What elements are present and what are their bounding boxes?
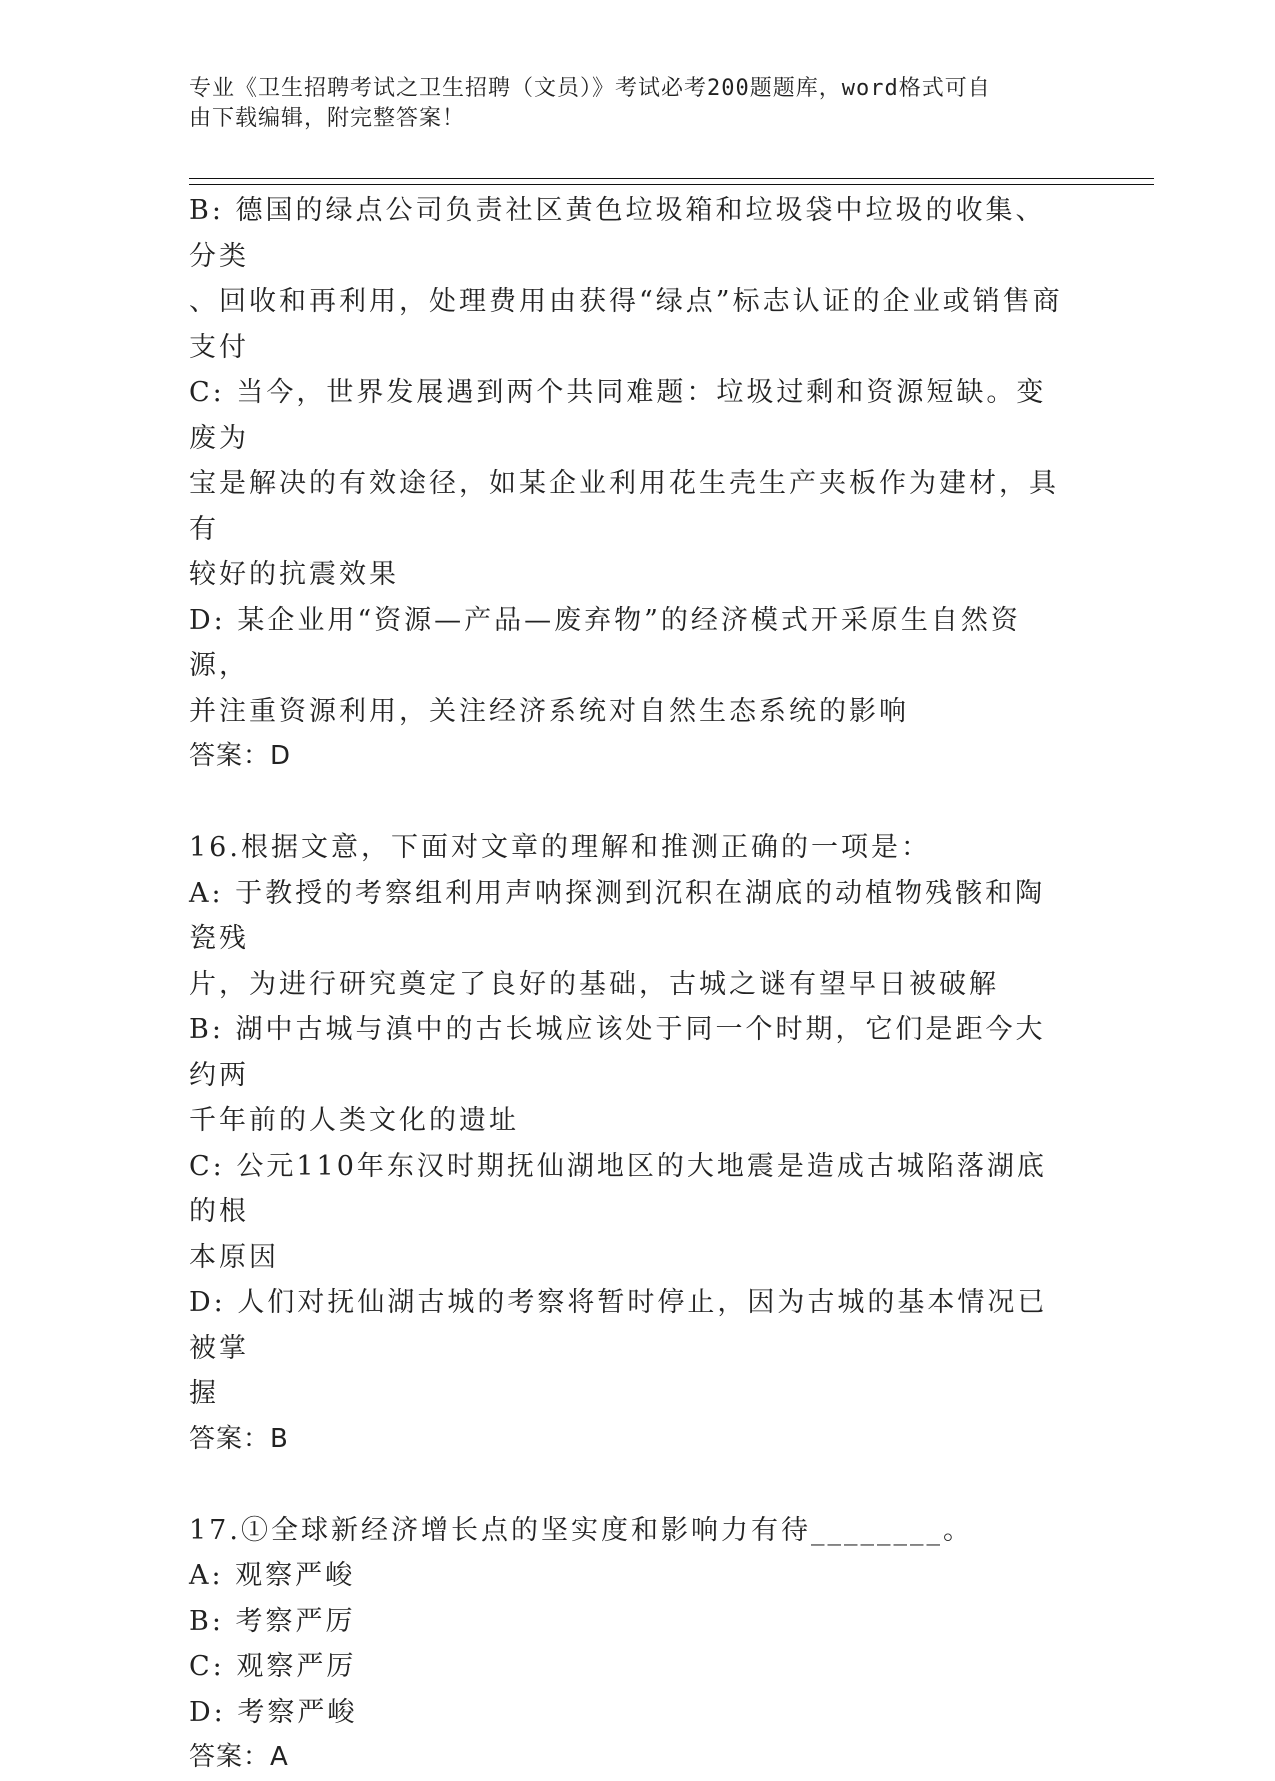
- header-line-2: 由下载编辑，附完整答案！: [189, 106, 466, 131]
- question-stem: 17.①全球新经济增长点的坚实度和影响力有待________。: [189, 1514, 973, 1546]
- option-line: 本原因: [189, 1241, 279, 1273]
- option-line: 、回收和再利用，处理费用由获得“绿点”标志认证的企业或销售商: [189, 286, 1063, 317]
- option-line: 较好的抗震效果: [189, 559, 399, 590]
- option-line: D: 某企业用“资源—产品—废弃物”的经济模式开采原生自然资源，: [189, 604, 1021, 681]
- header-line-1: 专业《卫生招聘考试之卫生招聘（文员）》考试必考200题题库，word格式可自: [189, 76, 991, 101]
- document-body: [189, 188, 1069, 1781]
- option-line: 并注重资源利用，关注经济系统对自然生态系统的影响: [189, 695, 909, 727]
- header-rule-bottom: [189, 184, 1154, 185]
- option-line: A: 于教授的考察组利用声呐探测到沉积在湖底的动植物残骸和陶瓷残: [189, 877, 1046, 954]
- option-line: 千年前的人类文化的遗址: [189, 1105, 519, 1136]
- answer-line: 答案：B: [189, 1423, 289, 1454]
- option-line: C: 公元110年东汉时期抚仙湖地区的大地震是造成古城陷落湖底的根: [189, 1150, 1047, 1227]
- option-line: 支付: [189, 331, 249, 363]
- option-line: D: 考察严峻: [189, 1696, 358, 1728]
- option-line: B: 德国的绿点公司负责社区黄色垃圾箱和垃圾袋中垃圾的收集、分类: [189, 195, 1046, 272]
- answer-line: 答案：A: [189, 1742, 289, 1772]
- option-line: B: 考察严厉: [189, 1605, 356, 1637]
- option-line: A: 观察严峻: [189, 1560, 356, 1591]
- option-line: B: 湖中古城与滇中的古长城应该处于同一个时期，它们是距今大约两: [189, 1014, 1046, 1091]
- question-block-16: [189, 825, 1069, 1462]
- header-rule-top: [189, 178, 1154, 179]
- option-line: 片，为进行研究奠定了良好的基础，古城之谜有望早日被破解: [189, 968, 999, 1000]
- option-line: C: 当今，世界发展遇到两个共同难题：垃圾过剩和资源短缺。变废为: [189, 377, 1047, 454]
- question-block-17: [189, 1508, 1069, 1781]
- option-line: 宝是解决的有效途径，如某企业利用花生壳生产夹板作为建材，具有: [189, 468, 1059, 545]
- answer-line: 答案：D: [189, 741, 292, 771]
- block-spacer: [189, 1462, 1069, 1508]
- question-stem: 16.根据文意，下面对文章的理解和推测正确的一项是：: [189, 832, 931, 863]
- option-line: D: 人们对抚仙湖古城的考察将暂时停止，因为古城的基本情况已被掌: [189, 1287, 1048, 1364]
- question-block-15: [189, 188, 1069, 780]
- document-header: [189, 74, 1059, 134]
- option-line: 握: [189, 1378, 219, 1409]
- block-spacer: [189, 780, 1069, 826]
- option-line: C: 观察严厉: [189, 1651, 357, 1682]
